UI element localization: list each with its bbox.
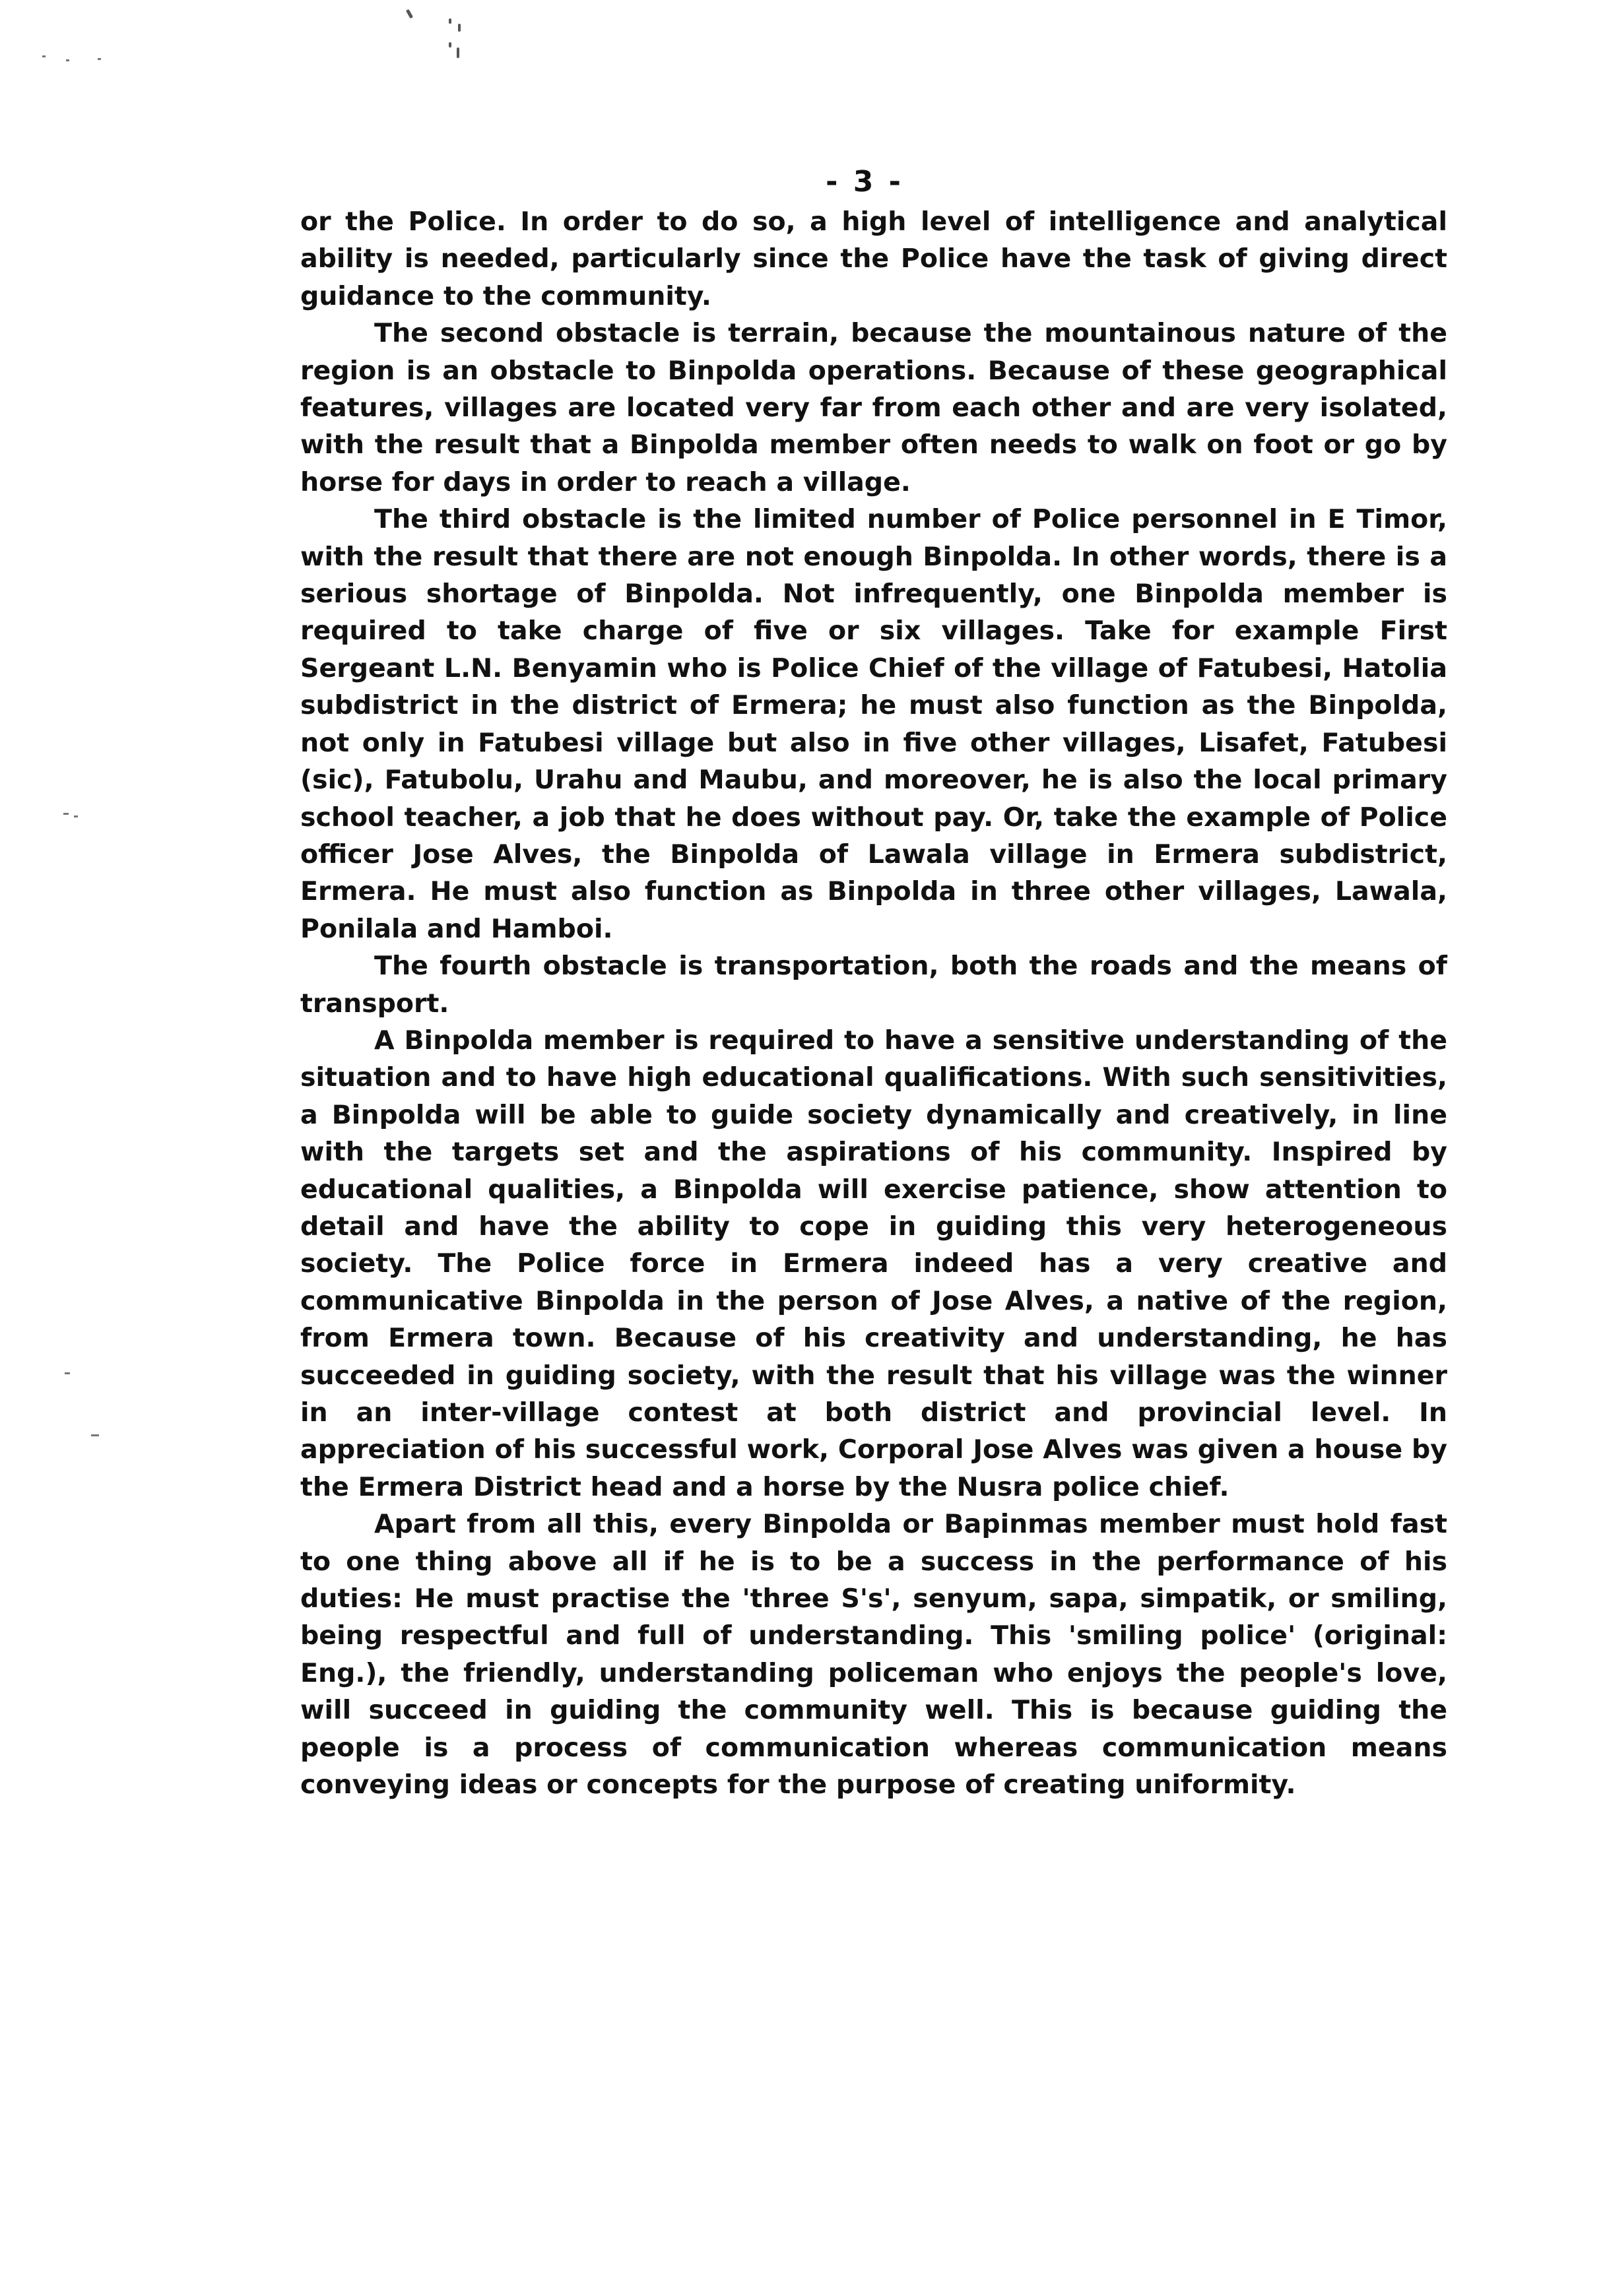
scan-mark — [406, 9, 413, 19]
scan-speck — [66, 59, 69, 61]
scan-mark — [449, 42, 451, 48]
scan-speck — [65, 1372, 70, 1374]
scan-speck — [98, 58, 101, 60]
paragraph-transport-obstacle: The fourth obstacle is transportation, both the roads and the means of transport. — [300, 951, 1447, 1019]
scan-speck — [74, 815, 78, 817]
paragraph-continuation: or the Police. In order to do so, a high level of intelligence and analytical ability is needed, particularly since the Police have the task of giving direct guidance to the community. — [300, 207, 1447, 311]
scan-speck — [91, 1434, 99, 1436]
scan-mark — [457, 48, 459, 58]
paragraph-terrain-obstacle: The second obstacle is terrain, because the mountainous nature of the region is an obstacle to Binpolda operations. Because of these geographical features, villages are located very far from each other and are very isolated, with the result that a Binpolda member often needs to walk on foot or go by horse for days in order to reach a village. — [300, 318, 1447, 497]
body-text — [300, 203, 1447, 1803]
scan-mark — [449, 18, 451, 24]
page-number: - 3 - — [826, 165, 903, 199]
scan-speck — [42, 55, 46, 57]
paragraph-three-s: Apart from all this, every Binpolda or Bapinmas member must hold fast to one thing above all if he is to be a success in the performance of his duties: He must practise the 'three S's', senyum, sapa, simpatik, or smiling, being respectful and full of understanding. This 'smiling police' (original: Eng.), the friendly, understanding policeman who enjoys the people's love, will succeed in guiding the community well. This is because guiding the people is a process of communication whereas communication means conveying ideas or concepts for the purpose of creating uniformity. — [300, 1509, 1447, 1801]
paragraph-binpolda-qualities: A Binpolda member is required to have a sensitive understanding of the situation and to have high educational qualifications. With such sensitivities, a Binpolda will be able to guide society dynamically and creatively, in line with the targets set and the aspirations of his community. Inspired by educational qualities, a Binpolda will exercise patience, show attention to detail and have the ability to cope in guiding this very heterogeneous society. The Police force in Ermera indeed has a very creative and communicative Binpolda in the person of Jose Alves, a native of the region, from Ermera town. Because of his creativity and understanding, he has succeeded in guiding society, with the result that his village was the winner in an inter-village contest at both district and provincial level. In appreciation of his successful work, Corporal Jose Alves was given a house by the Ermera District head and a horse by the Nusra police chief. — [300, 1025, 1447, 1502]
scan-speck — [63, 813, 69, 815]
scan-mark — [458, 24, 461, 32]
paragraph-personnel-obstacle: The third obstacle is the limited number of Police personnel in E Timor, with the result that there are not enough Binpolda. In other words, there is a serious shortage of Binpolda. Not infrequently, one Binpolda member is required to take charge of five or six villages. Take for example First Sergeant L.N. Benyamin who is Police Chief of the village of Fatubesi, Hatolia subdistrict in the district of Ermera; he must also function as the Binpolda, not only in Fatubesi village but also in five other villages, Lisafet, Fatubesi (sic), Fatubolu, Urahu and Maubu, and moreover, he is also the local primary school teacher, a job that he does without pay. Or, take the example of Police officer Jose Alves, the Binpolda of Lawala village in Ermera subdistrict, Ermera. He must also function as Binpolda in three other villages, Lawala, Ponilala and Hamboi. — [300, 504, 1447, 944]
